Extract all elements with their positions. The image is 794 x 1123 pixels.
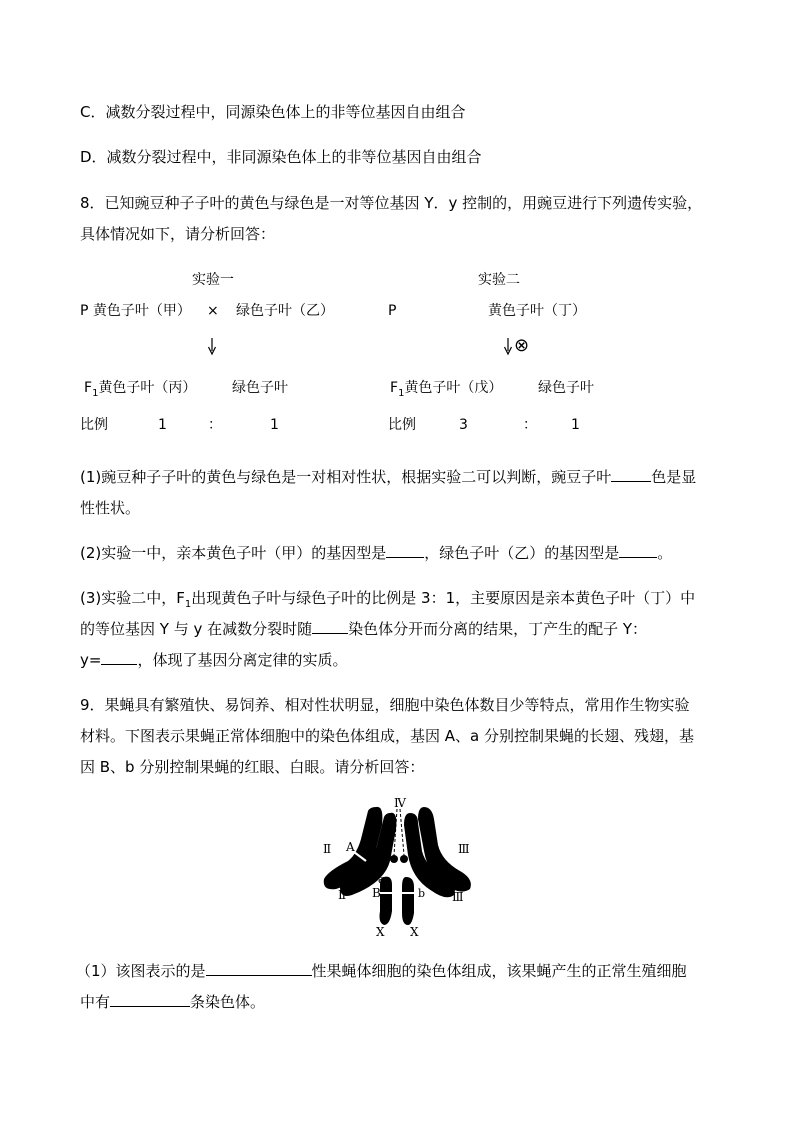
q8-sub3-blank-1[interactable] (312, 619, 348, 634)
exp1-ratio-colon: ： (208, 417, 222, 433)
q8-sub3-blank-2[interactable] (101, 650, 137, 665)
exp2-f1-left (390, 379, 502, 399)
label-gene-a: a (378, 873, 385, 886)
q8-sub3-text-a: (3)实验二中，F (80, 589, 185, 607)
label-gene-b: b (418, 887, 426, 900)
exp2-ratio-a: 3 (459, 417, 468, 433)
q9-sub1-text-c: 中有 (80, 993, 111, 1011)
q8-sub1-line1 (80, 467, 696, 487)
exp2-parent-p: P (388, 303, 397, 319)
exp2-f1-left-label: 黄色子叶（戊） (404, 380, 503, 396)
option-c: C．减数分裂过程中，同源染色体上的非等位基因自由组合 (80, 103, 466, 121)
exp1-ratio-a: 1 (158, 417, 167, 433)
exp1-f1-left-label: 黄色子叶（丙） (98, 380, 197, 396)
q8-sub2-blank-1[interactable] (386, 543, 424, 558)
q8-sub3-text-d: 染色体分开而分离的结果，丁产生的配子 Y： (348, 620, 648, 638)
exp1-ratio-b: 1 (270, 417, 279, 433)
q8-intro-line1: 8．已知豌豆种子子叶的黄色与绿色是一对等位基因 Y．y 控制的，用豌豆进行下列遗传实验， (80, 194, 703, 212)
q8-intro-line2: 具体情况如下，请分析回答： (80, 225, 276, 243)
option-d: D．减数分裂过程中，非同源染色体上的非等位基因自由组合 (80, 148, 482, 166)
label-gene-B: B (372, 886, 381, 900)
q8-sub2-text-a: (2)实验一中，亲本黄色子叶（甲）的基因型是 (80, 544, 387, 562)
exp1-f1-right: 绿色子叶 (232, 380, 288, 396)
label-ii-top: Ⅱ (323, 842, 332, 856)
q8-sub2-text-b: ，绿色子叶（乙）的基因型是 (424, 544, 620, 562)
q8-sub1-text-a: (1)豌豆种子子叶的黄色与绿色是一对相对性状，根据实验二可以判断，豌豆子叶 (80, 468, 612, 486)
exp2-title: 实验二 (478, 272, 520, 288)
q9-line1: 9．果蝇具有繁殖快、易饲养、相对性状明显，细胞中染色体数目少等特点，常用作生物实验 (80, 696, 690, 714)
q8-sub3-text-c: 的等位基因 Y 与 y 在减数分裂时随 (80, 620, 313, 638)
q9-sub1-blank-1[interactable] (206, 961, 312, 976)
q9-sub1-line2 (80, 992, 265, 1012)
q8-sub3-text-f: ，体现了基因分离定律的实质。 (137, 651, 348, 669)
exp2-parent-right: 黄色子叶（丁） (488, 303, 586, 319)
exp2-f-prefix: F (390, 380, 399, 396)
q8-sub3-line1 (80, 588, 695, 611)
q8-sub1-text-b: 色是显 (651, 468, 697, 486)
exp1-f1-left (84, 379, 196, 399)
q9-line2: 材料。下图表示果蝇正常体细胞中的染色体组成，基因 A、a 分别控制果蝇的长翅、残翅，基 (80, 727, 694, 745)
self-cross-icon: ⊗ (514, 335, 530, 356)
exp1-parent-left: P 黄色子叶（甲） (80, 303, 191, 319)
q8-sub3-line3 (80, 650, 347, 670)
label-x-left: X (376, 925, 385, 939)
exp2-ratio-b: 1 (571, 417, 580, 433)
q9-sub1-line1 (76, 961, 687, 981)
q8-sub3-text-e: y= (80, 651, 102, 669)
chromosome-figure (318, 795, 478, 940)
exp1-title: 实验一 (192, 272, 234, 288)
q9-line3: 因 B、b 分别控制果蝇的红眼、白眼。请分析回答： (80, 758, 425, 776)
exp1-parent-right: 绿色子叶（乙） (236, 303, 334, 319)
q9-sub1-text-b: 性果蝇体细胞的染色体组成，该果蝇产生的正常生殖细胞 (311, 962, 687, 980)
q9-sub1-text-a: （1）该图表示的是 (76, 962, 206, 980)
q8-sub2 (80, 543, 672, 563)
exp2-f1-right: 绿色子叶 (538, 380, 594, 396)
exp1-arrow-icon (207, 338, 217, 356)
label-ii-bottom: Ⅱ (338, 888, 347, 902)
q8-sub2-blank-2[interactable] (619, 543, 657, 558)
exp1-f-sub: 1 (92, 388, 99, 399)
q8-sub3-text-b: 出现黄色子叶与绿色子叶的比例是 3：1，主要原因是亲本黄色子叶（丁）中 (191, 589, 696, 607)
exp1-f-prefix: F (84, 380, 93, 396)
exp2-f-sub: 1 (398, 388, 405, 399)
exp1-ratio-label: 比例 (80, 417, 108, 433)
q8-sub1-line2: 性性状。 (80, 499, 141, 517)
label-x-right: X (410, 925, 419, 939)
label-iii-top: Ⅲ (458, 842, 470, 856)
exp2-ratio-colon: ： (523, 417, 537, 433)
exp2-arrow-icon (503, 338, 513, 356)
label-iv: Ⅳ (394, 796, 406, 810)
q8-sub3-line2 (80, 619, 647, 639)
label-gene-A: A (346, 840, 355, 854)
q9-sub1-blank-2[interactable] (110, 992, 190, 1007)
chromosome-x-right (402, 877, 414, 925)
q8-sub3-sub: 1 (184, 599, 192, 610)
exp2-ratio-label: 比例 (388, 417, 416, 433)
exp1-cross-symbol: × (207, 303, 219, 319)
q9-sub1-text-d: 条染色体。 (190, 993, 266, 1011)
q8-sub2-text-c: 。 (657, 544, 673, 562)
q8-sub1-blank[interactable] (611, 467, 651, 482)
label-iii-bottom: Ⅲ (452, 890, 464, 904)
